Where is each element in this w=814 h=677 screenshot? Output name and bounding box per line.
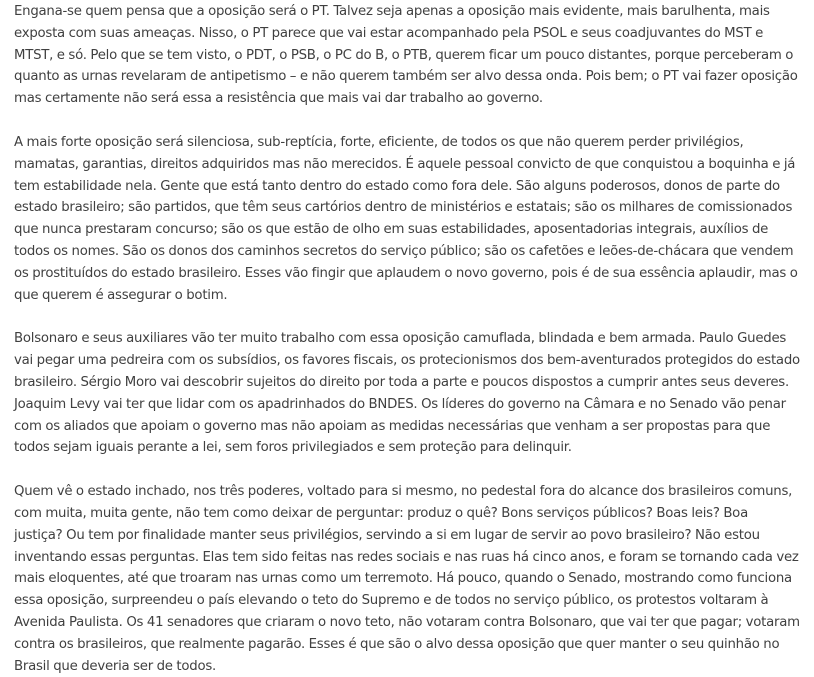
- article-paragraph-3: Bolsonaro e seus auxiliares vão ter muito trabalho com essa oposição camuflada, blindada e bem armada. Paulo Guedes vai pegar uma pedreira com os subsídios, os favores fiscais, os protecionismos dos bem-aventurados protegidos do estado brasileiro. Sérgio Moro vai descobrir sujeitos do direito por toda a parte e poucos dispostos a cumprir antes seus deveres. Joaquim Levy vai ter que lidar com os apadrinhados do BNDES. Os líderes do governo na Câmara e no Senado vão penar com os aliados que apoiam o governo mas não apoiam as medidas necessárias que venham a ser propostas para que todos sejam iguais perante a lei, sem foros privilegiados e sem proteção para delinquir.: [14, 331, 800, 456]
- article-paragraph-2: A mais forte oposição será silenciosa, sub-reptícia, forte, eficiente, de todos os que não querem perder privilégios, mamatas, garantias, direitos adquiridos mas não merecidos. É aquele pessoal convicto de que conquistou a boquinha e já tem estabilidade nela. Gente que está tanto dentro do estado como fora dele. São alguns poderosos, donos de parte do estado brasileiro; são partidos, que têm seus cartórios dentro de ministérios e estatais; são os milhares de comissionados que nunca prestaram concurso; são os que estão de olho em suas estabilidades, aposentadorias integrais, auxílios de todos os nomes. São os donos dos caminhos secretos do serviço público; são os cafetões e leões-de-chácara que vendem os prostituídos do estado brasileiro. Esses vão fingir que aplaudem o novo governo, pois é de sua essência aplaudir, mas o que querem é assegurar o botim.: [14, 134, 798, 303]
- article-paragraph-4: Quem vê o estado inchado, nos três poderes, voltado para si mesmo, no pedestal fora do alcance dos brasileiros comuns, com muita, muita gente, não tem como deixar de perguntar: produz o quê? Bons serviços públicos? Boas leis? Boa justiça? Ou tem por finalidade manter seus privilégios, servindo a si em lugar de servir ao povo brasileiro? Não estou inventando essas perguntas. Elas tem sido feitas nas redes sociais e nas ruas há cinco anos, e foram se tornando cada vez mais eloquentes, até que troaram nas urnas como um terremoto. Há pouco, quando o Senado, mostrando como funciona essa oposição, surpreendeu o país elevando o teto do Supremo e de todos no serviço público, os protestos voltaram à Avenida Paulista. Os 41 senadores que criaram o novo teto, não votaram contra Bolsonaro, que vai ter que pagar; votaram contra os brasileiros, que realmente pagarão. Esses é que são o alvo dessa oposição que quer manter o seu quinhão no Brasil que deveria ser de todos.: [14, 484, 800, 674]
- article-paragraph-1: Engana-se quem pensa que a oposição será o PT. Talvez seja apenas a oposição mais evidente, mais barulhenta, mais exposta com suas ameaças. Nisso, o PT parece que vai estar acompanhado pela PSOL e seus coadjuvantes do MST e MTST, e só. Pelo que se tem visto, o PDT, o PSB, o PC do B, o PTB, querem ficar um pouco distantes, porque perceberam o quanto as urnas revelaram de antipetismo – e não querem também ser alvo dessa onda. Pois bem; o PT vai fazer oposição mas certamente não será essa a resistência que mais vai dar trabalho ao governo.: [14, 4, 798, 107]
